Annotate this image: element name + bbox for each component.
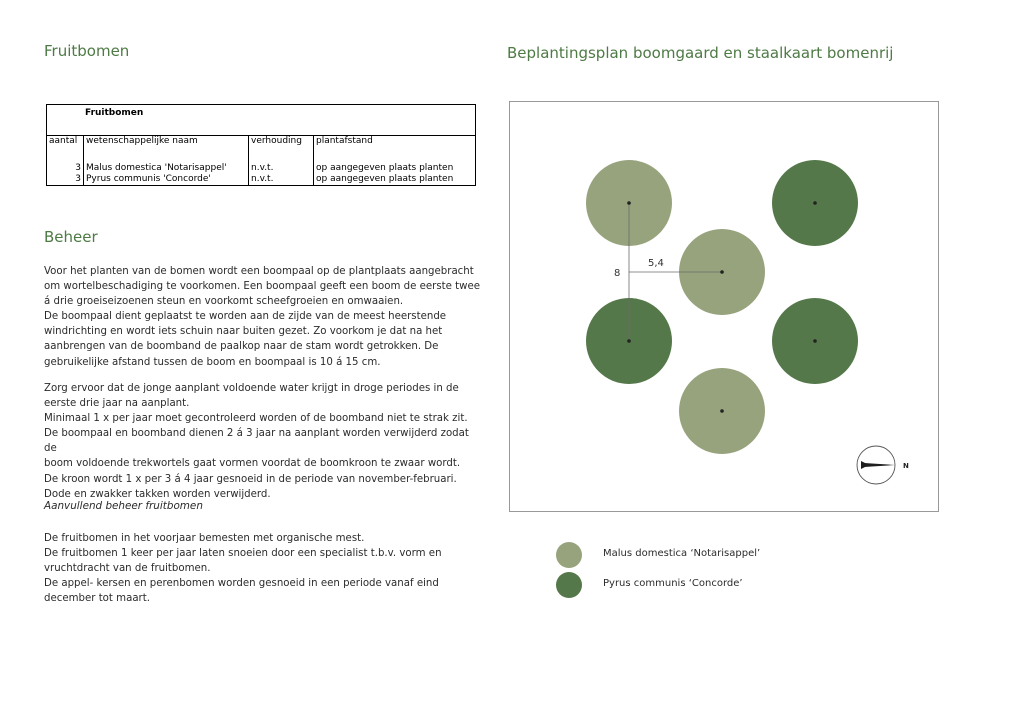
text-line: windrichting en wordt iets schuin naar buiten gezet. Zo voorkom je dat na het	[44, 326, 443, 338]
tree-center-dot	[627, 201, 631, 205]
cell-aantal: 3	[47, 163, 84, 174]
table-header: Fruitbomen	[47, 105, 476, 136]
text-line: gebruikelijke afstand tussen de boom en boompaal is 10 á 15 cm.	[44, 356, 381, 368]
legend-label: Pyrus communis ‘Concorde’	[603, 578, 743, 589]
column-header-naam: wetenschappelijke naam	[84, 136, 249, 151]
legend-swatch-malus-icon	[556, 542, 582, 568]
section-title-beplantingsplan: Beplantingsplan boomgaard en staalkaart bomenrij	[507, 44, 894, 62]
text-line: De appel- kersen en perenbomen worden gesnoeid in een periode vanaf eind	[44, 578, 439, 590]
cell-plantafstand: op aangegeven plaats planten	[314, 174, 476, 186]
fruitbomen-table	[46, 104, 476, 186]
tree-center-dot	[627, 339, 631, 343]
section-title-fruitbomen: Fruitbomen	[44, 42, 130, 60]
text-line: De boompaal en boomband dienen 2 á 3 jaar na aanplant worden verwijderd zodat de	[44, 428, 469, 455]
north-label: N	[903, 462, 909, 470]
sub-heading-aanvullend-beheer: Aanvullend beheer fruitbomen	[44, 500, 203, 512]
planting-plan-svg	[510, 102, 938, 511]
table-row	[47, 163, 476, 174]
text-line: Voor het planten van de bomen wordt een boompaal op de plantplaats aangebracht	[44, 266, 474, 277]
planting-plan-drawing	[509, 101, 939, 512]
text-line: boom voldoende trekwortels gaat vormen voordat de boomkroon te zwaar wordt.	[44, 458, 461, 470]
text-line: aanbrengen van de boomband de paalkop naar de stam wordt getrokken. De	[44, 341, 439, 353]
north-arrow-icon	[857, 446, 909, 484]
dimension-label-horizontal: 5,4	[648, 258, 664, 269]
text-line: De fruitbomen in het voorjaar bemesten met organische mest.	[44, 533, 365, 544]
tree-center-dot	[720, 270, 724, 274]
text-line: De fruitbomen 1 keer per jaar laten snoeien door een specialist t.b.v. vorm en	[44, 548, 442, 560]
text-line: eerste drie jaar na aanplant.	[44, 398, 190, 410]
cell-plantafstand: op aangegeven plaats planten	[314, 163, 476, 174]
column-header-plantafstand: plantafstand	[314, 136, 476, 151]
beheer-paragraph-1	[44, 264, 484, 370]
text-line: De kroon wordt 1 x per 3 á 4 jaar gesnoeid in de periode van november-februari.	[44, 473, 457, 485]
beheer-paragraph-3	[44, 531, 484, 606]
text-line: Minimaal 1 x per jaar moet gecontroleerd worden of de boomband niet te strak zit.	[44, 413, 468, 425]
cell-verhouding: n.v.t.	[249, 163, 314, 174]
text-line: Zorg ervoor dat de jonge aanplant voldoende water krijgt in droge periodes in de	[44, 383, 459, 394]
cell-aantal: 3	[47, 174, 84, 186]
dimension-label-vertical: 8	[614, 268, 621, 279]
text-line: De boompaal dient geplaatst te worden aan de zijde van de meest heerstende	[44, 311, 447, 323]
text-line: om wortelbeschadiging te voorkomen. Een boompaal geeft een boom de eerste twee	[44, 281, 481, 293]
table-row	[47, 174, 476, 186]
cell-naam: Pyrus communis 'Concorde'	[84, 174, 249, 186]
tree-center-dot	[720, 409, 724, 413]
cell-verhouding: n.v.t.	[249, 174, 314, 186]
text-line: december tot maart.	[44, 593, 150, 605]
text-line: á drie groeiseizoenen steun en voorkomt scheefgroeien en omwaaien.	[44, 296, 404, 308]
beheer-paragraph-2	[44, 381, 484, 502]
text-line: vruchtdracht van de fruitbomen.	[44, 563, 211, 575]
legend-swatch-pyrus-icon	[556, 572, 582, 598]
tree-center-dot	[813, 339, 817, 343]
cell-naam: Malus domestica 'Notarisappel'	[84, 163, 249, 174]
text-line: Dode en zwakker takken worden verwijderd.	[44, 488, 271, 500]
column-header-verhouding: verhouding	[249, 136, 314, 151]
section-title-beheer: Beheer	[44, 228, 98, 246]
column-header-aantal: aantal	[47, 136, 84, 151]
legend-label: Malus domestica ‘Notarisappel’	[603, 548, 761, 559]
tree-center-dot	[813, 201, 817, 205]
